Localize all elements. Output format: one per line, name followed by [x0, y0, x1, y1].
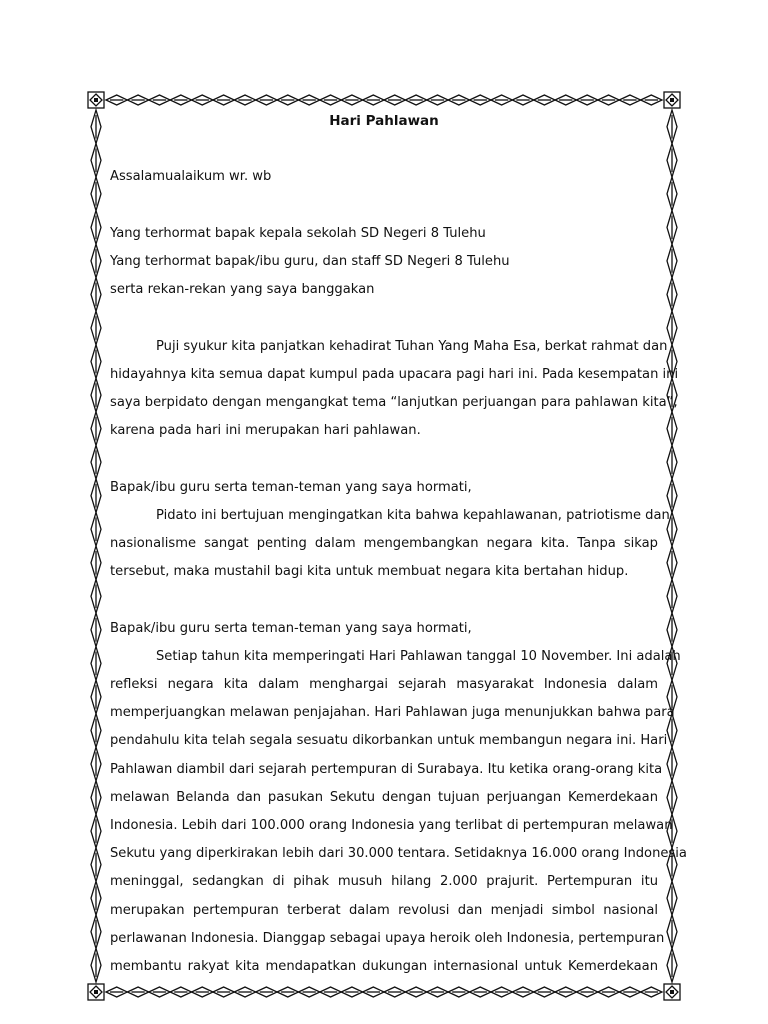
border-link: [91, 814, 101, 848]
border-link: [106, 987, 127, 997]
border-link: [127, 987, 148, 997]
border-link: [667, 278, 677, 312]
salutation: Bapak/ibu guru serta teman-teman yang saya hormati,: [110, 479, 472, 495]
paragraph-line: tersebut, maka mustahil bagi kita untuk membuat negara kita bertahan hidup.: [110, 564, 629, 580]
border-link: [149, 95, 170, 105]
border-link: [127, 95, 148, 105]
border-link: [91, 747, 101, 781]
border-link: [641, 987, 662, 997]
border-link: [576, 95, 597, 105]
border-link: [619, 95, 640, 105]
border-link: [512, 987, 533, 997]
paragraph-line: refleksi negara kita dalam menghargai sejarah masyarakat Indonesia dalam: [110, 676, 658, 692]
border-link: [91, 445, 101, 479]
border-link: [91, 647, 101, 681]
corner-knot-outer: [88, 984, 104, 1000]
address-line: Yang terhormat bapak/ibu guru, dan staff SD Negeri 8 Tulehu: [110, 253, 510, 269]
border-link: [298, 95, 319, 105]
border-link: [384, 95, 405, 105]
border-link: [91, 680, 101, 714]
border-link: [448, 987, 469, 997]
border-link: [555, 95, 576, 105]
border-link: [470, 95, 491, 105]
border-link: [470, 987, 491, 997]
paragraph-line: pendahulu kita telah segala sesuatu dikorbankan untuk membangun negara ini. Hari: [110, 733, 668, 749]
border-link: [448, 95, 469, 105]
border-link: [91, 378, 101, 412]
border-bottom-chain: [106, 987, 662, 997]
border-link: [667, 110, 677, 144]
border-link: [512, 95, 533, 105]
border-link: [91, 412, 101, 446]
blank-line: [110, 586, 658, 614]
corner-knot-diamond: [90, 94, 102, 106]
border-link: [405, 95, 426, 105]
paragraph-line: saya berpidato dengan mengangkat tema “lanjutkan perjuangan para pahlawan kita”,: [110, 394, 678, 410]
border-link: [534, 95, 555, 105]
border-link: [91, 177, 101, 211]
corner-knot-center: [94, 98, 98, 102]
border-link: [91, 345, 101, 379]
border-link: [667, 747, 677, 781]
border-link: [427, 987, 448, 997]
border-link: [91, 881, 101, 915]
border-link: [619, 987, 640, 997]
border-link: [576, 987, 597, 997]
paragraph-line: meninggal, sedangkan di pihak musuh hilang 2.000 prajurit. Pertempuran itu: [110, 874, 658, 890]
border-link: [91, 278, 101, 312]
speech-document: [110, 107, 687, 981]
border-link: [667, 412, 677, 446]
paragraph-line: merupakan pertempuran terberat dalam revolusi dan menjadi simbol nasional: [110, 902, 658, 918]
border-link: [667, 177, 677, 211]
border-link: [91, 479, 101, 513]
border-link: [91, 311, 101, 345]
corner-knot-center: [670, 990, 674, 994]
border-link: [491, 987, 512, 997]
greeting: Assalamualaikum wr. wb: [110, 169, 272, 185]
corner-knot-outer: [664, 92, 680, 108]
border-link: [213, 95, 234, 105]
salutation: Bapak/ibu guru serta teman-teman yang saya hormati,: [110, 620, 472, 636]
border-link: [277, 95, 298, 105]
border-link: [192, 987, 213, 997]
border-link: [256, 987, 277, 997]
border-link: [320, 95, 341, 105]
address-line: Yang terhormat bapak kepala sekolah SD Negeri 8 Tulehu: [110, 225, 486, 241]
border-link: [667, 948, 677, 982]
paragraph-line: Pidato ini bertujuan mengingatkan kita bahwa kepahlawanan, patriotisme dan: [156, 507, 670, 523]
border-link: [91, 781, 101, 815]
border-link: [667, 445, 677, 479]
paragraph-line: nasionalisme sangat penting dalam mengembangkan negara kita. Tanpa sikap: [110, 535, 658, 551]
border-link: [91, 110, 101, 144]
paragraph-line: hidayahnya kita semua dapat kumpul pada upacara pagi hari ini. Pada kesempatan ini: [110, 366, 679, 382]
border-top-chain: [106, 95, 662, 105]
border-link: [256, 95, 277, 105]
corner-knot-diamond: [90, 986, 102, 998]
border-link: [667, 211, 677, 245]
border-link: [91, 546, 101, 580]
border-link: [170, 987, 191, 997]
paragraph-line: Sekutu yang diperkirakan lebih dari 30.000 tentara. Setidaknya 16.000 orang Indonesia: [110, 846, 687, 862]
border-link: [213, 987, 234, 997]
border-link: [320, 987, 341, 997]
corner-knot-center: [670, 98, 674, 102]
border-link: [341, 987, 362, 997]
border-link: [667, 613, 677, 647]
border-link: [91, 144, 101, 178]
border-link: [363, 987, 384, 997]
border-link: [91, 848, 101, 882]
corner-knot-outer: [88, 92, 104, 108]
border-link: [534, 987, 555, 997]
paragraph-line: Puji syukur kita panjatkan kehadirat Tuhan Yang Maha Esa, berkat rahmat dan: [156, 338, 668, 354]
address-line: serta rekan-rekan yang saya banggakan: [110, 282, 375, 298]
border-link: [667, 580, 677, 614]
blank-line: [110, 135, 658, 163]
border-link: [149, 987, 170, 997]
corner-knot-outer: [664, 984, 680, 1000]
border-link: [91, 714, 101, 748]
border-link: [598, 95, 619, 105]
blank-line: [110, 304, 658, 332]
border-link: [427, 95, 448, 105]
border-link: [91, 512, 101, 546]
border-link: [667, 311, 677, 345]
border-link: [91, 211, 101, 245]
blank-line: [110, 192, 658, 220]
border-link: [91, 244, 101, 278]
border-link: [491, 95, 512, 105]
border-link: [667, 881, 677, 915]
border-link: [667, 144, 677, 178]
paragraph-line: karena pada hari ini merupakan hari pahlawan.: [110, 423, 421, 439]
border-link: [234, 95, 255, 105]
border-link: [667, 915, 677, 949]
paragraph-line: melawan Belanda dan pasukan Sekutu dengan tujuan perjuangan Kemerdekaan: [110, 789, 658, 805]
paragraph-line: membantu rakyat kita mendapatkan dukungan internasional untuk Kemerdekaan: [110, 959, 658, 975]
border-link: [106, 95, 127, 105]
paragraph-line: perlawanan Indonesia. Dianggap sebagai upaya heroik oleh Indonesia, pertempuran: [110, 930, 665, 946]
border-link: [277, 987, 298, 997]
border-left-chain: [91, 110, 101, 982]
border-link: [192, 95, 213, 105]
document-title: Hari Pahlawan: [329, 113, 439, 129]
border-link: [667, 244, 677, 278]
border-link: [91, 613, 101, 647]
border-link: [170, 95, 191, 105]
border-link: [298, 987, 319, 997]
blank-line: [110, 445, 658, 473]
corner-knot-diamond: [666, 986, 678, 998]
border-link: [667, 546, 677, 580]
border-link: [555, 987, 576, 997]
paragraph-line: Setiap tahun kita memperingati Hari Pahlawan tanggal 10 November. Ini adalah: [156, 648, 681, 664]
corner-knot-diamond: [666, 94, 678, 106]
paragraph-line: memperjuangkan melawan penjajahan. Hari Pahlawan juga menunjukkan bahwa para: [110, 705, 675, 721]
border-link: [405, 987, 426, 997]
border-link: [641, 95, 662, 105]
border-link: [667, 781, 677, 815]
border-link: [363, 95, 384, 105]
border-link: [91, 915, 101, 949]
corner-knot-center: [94, 990, 98, 994]
border-link: [91, 580, 101, 614]
border-link: [598, 987, 619, 997]
border-link: [91, 948, 101, 982]
paragraph-line: Indonesia. Lebih dari 100.000 orang Indonesia yang terlibat di pertempuran melawan: [110, 818, 673, 833]
paragraph-line: Pahlawan diambil dari sejarah pertempuran di Surabaya. Itu ketika orang-orang kita: [110, 761, 663, 777]
border-link: [384, 987, 405, 997]
border-link: [234, 987, 255, 997]
border-link: [341, 95, 362, 105]
